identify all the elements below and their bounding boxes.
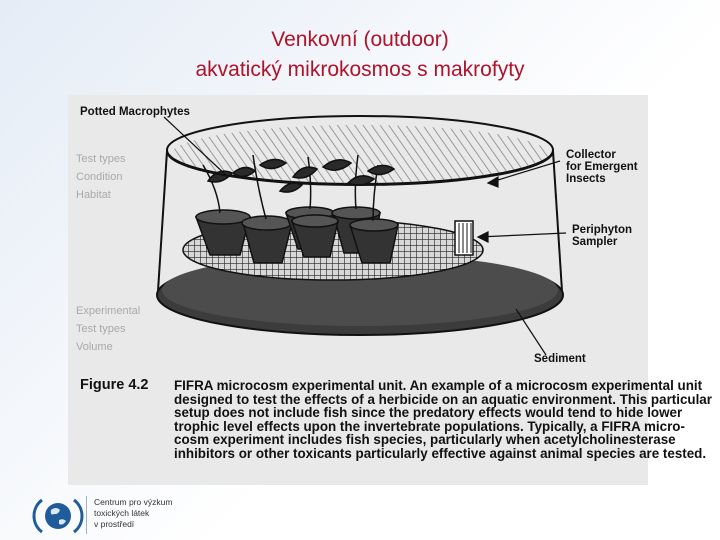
ghost-text: Test types xyxy=(76,153,126,165)
logo-divider xyxy=(86,496,87,534)
label-collector-3: Insects xyxy=(566,173,606,185)
caption-line: cosm experiment includes fish species, particularly when acetylcholinesterase xyxy=(174,432,676,448)
label-periphyton-1: Periphyton xyxy=(572,224,633,236)
ghost-text: Habitat xyxy=(76,189,111,201)
label-collector-2: for Emergent xyxy=(566,161,638,173)
figure-number: Figure 4.2 xyxy=(80,377,149,393)
ghost-text: Test types xyxy=(76,323,126,335)
label-collector-1: Collector xyxy=(566,149,616,161)
logo-line-1: Centrum pro výzkum xyxy=(94,497,173,507)
ghost-text: Condition xyxy=(76,171,123,183)
caption-line: inhibitors or other toxicants particularly effective against animal species are tested. xyxy=(174,446,707,461)
label-sediment: Sediment xyxy=(534,353,586,365)
caption-line: setup does not include fish since the predatory effects would tend to hide lower xyxy=(174,405,683,421)
caption-line: trophic level effects upon the invertebrate populations. Typically, a FIFRA micro- xyxy=(174,418,685,434)
label-potted-macrophytes: Potted Macrophytes xyxy=(80,106,190,118)
caption-line: FIFRA microcosm experimental unit. An example of a microcosm experimental unit xyxy=(174,378,703,393)
logo-text xyxy=(94,497,172,530)
caption-line: designed to test the effects of a herbicide on an aquatic environment. This particular xyxy=(174,391,712,407)
periphyton-sampler xyxy=(455,221,473,255)
tank-side-right xyxy=(553,151,562,291)
logo-line-3: v prostředí xyxy=(94,519,135,529)
microcosm-figure xyxy=(68,95,712,485)
microcosm-diagram xyxy=(68,95,648,375)
logo-line-2: toxických látek xyxy=(94,508,150,518)
recetox-logo xyxy=(34,494,234,538)
label-periphyton-2: Sampler xyxy=(572,236,618,248)
globe-logo-icon xyxy=(34,494,82,538)
ghost-text: Volume xyxy=(76,341,113,353)
slide-title-line-1: Venkovní (outdoor) xyxy=(271,28,449,51)
slide-title-line-2: akvatický mikrokosmos s makrofyty xyxy=(195,58,525,81)
tank-side-left xyxy=(158,151,167,291)
ghost-text: Experimental xyxy=(76,305,141,317)
